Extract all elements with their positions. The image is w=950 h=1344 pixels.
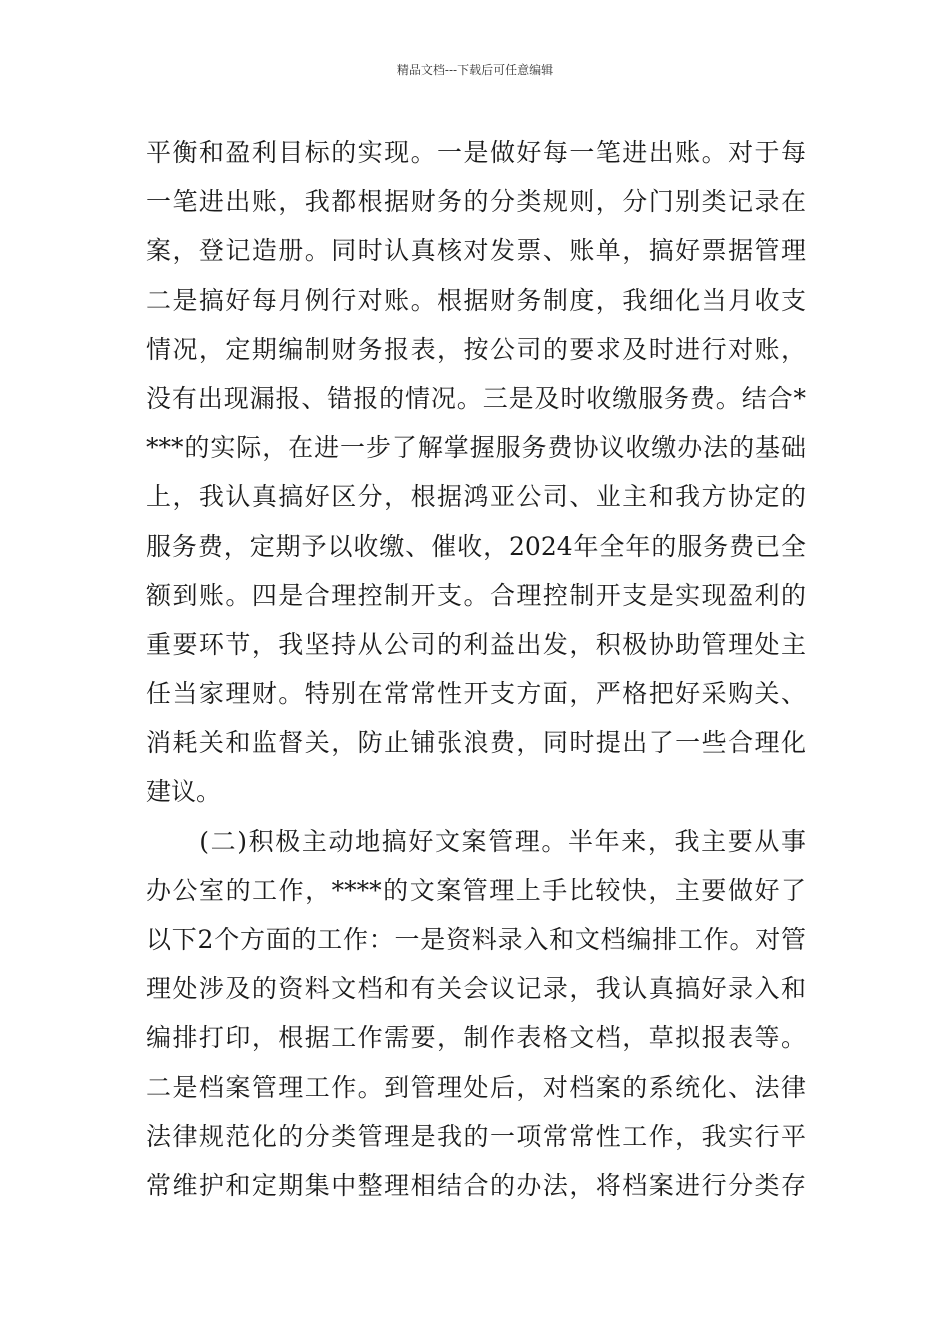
text-line: 重要环节，我坚持从公司的利益出发，积极协助管理处主 bbox=[146, 629, 806, 659]
page-header: 精品文档---下载后可任意编辑 bbox=[396, 63, 554, 77]
text-line: (二)积极主动地搞好文案管理。半年来，我主要从事 bbox=[146, 826, 806, 856]
text-line: 编排打印，根据工作需要，制作表格文档，草拟报表等。 bbox=[146, 1023, 806, 1053]
text-line: 办公室的工作，****的文案管理上手比较快，主要做好了 bbox=[146, 875, 806, 905]
text-line: 法律规范化的分类管理是我的一项常常性工作，我实行平 bbox=[146, 1121, 806, 1151]
text-line: 常维护和定期集中整理相结合的办法，将档案进行分类存 bbox=[146, 1170, 806, 1200]
paragraph-1 bbox=[146, 128, 806, 817]
text-line: 理处涉及的资料文档和有关会议记录，我认真搞好录入和 bbox=[146, 974, 806, 1004]
text-line: 二是档案管理工作。到管理处后，对档案的系统化、法律 bbox=[146, 1072, 806, 1102]
text-line: 任当家理财。特别在常常性开支方面，严格把好采购关、 bbox=[146, 679, 806, 709]
text-line: 消耗关和监督关，防止铺张浪费，同时提出了一些合理化 bbox=[146, 728, 806, 758]
text-line: 服务费，定期予以收缴、催收，2024年全年的服务费已全 bbox=[146, 531, 806, 561]
text-line: 平衡和盈利目标的实现。一是做好每一笔进出账。对于每 bbox=[146, 138, 806, 167]
text-line: ***的实际，在进一步了解掌握服务费协议收缴办法的基础 bbox=[146, 433, 806, 463]
text-line: 一笔进出账，我都根据财务的分类规则，分门别类记录在 bbox=[146, 187, 806, 217]
text-line: 案，登记造册。同时认真核对发票、账单，搞好票据管理 bbox=[146, 236, 806, 266]
text-line: 情况，定期编制财务报表，按公司的要求及时进行对账， bbox=[146, 334, 806, 364]
text-line: 以下2个方面的工作：一是资料录入和文档编排工作。对管 bbox=[146, 925, 806, 954]
document-body bbox=[146, 128, 806, 1210]
paragraph-2 bbox=[146, 817, 806, 1211]
text-line: 额到账。四是合理控制开支。合理控制开支是实现盈利的 bbox=[146, 580, 806, 610]
text-line: 二是搞好每月例行对账。根据财务制度，我细化当月收支 bbox=[146, 285, 806, 315]
text-line: 上，我认真搞好区分，根据鸿亚公司、业主和我方协定的 bbox=[146, 482, 806, 512]
text-line: 没有出现漏报、错报的情况。三是及时收缴服务费。结合* bbox=[146, 383, 806, 413]
text-line: 建议。 bbox=[146, 777, 222, 807]
